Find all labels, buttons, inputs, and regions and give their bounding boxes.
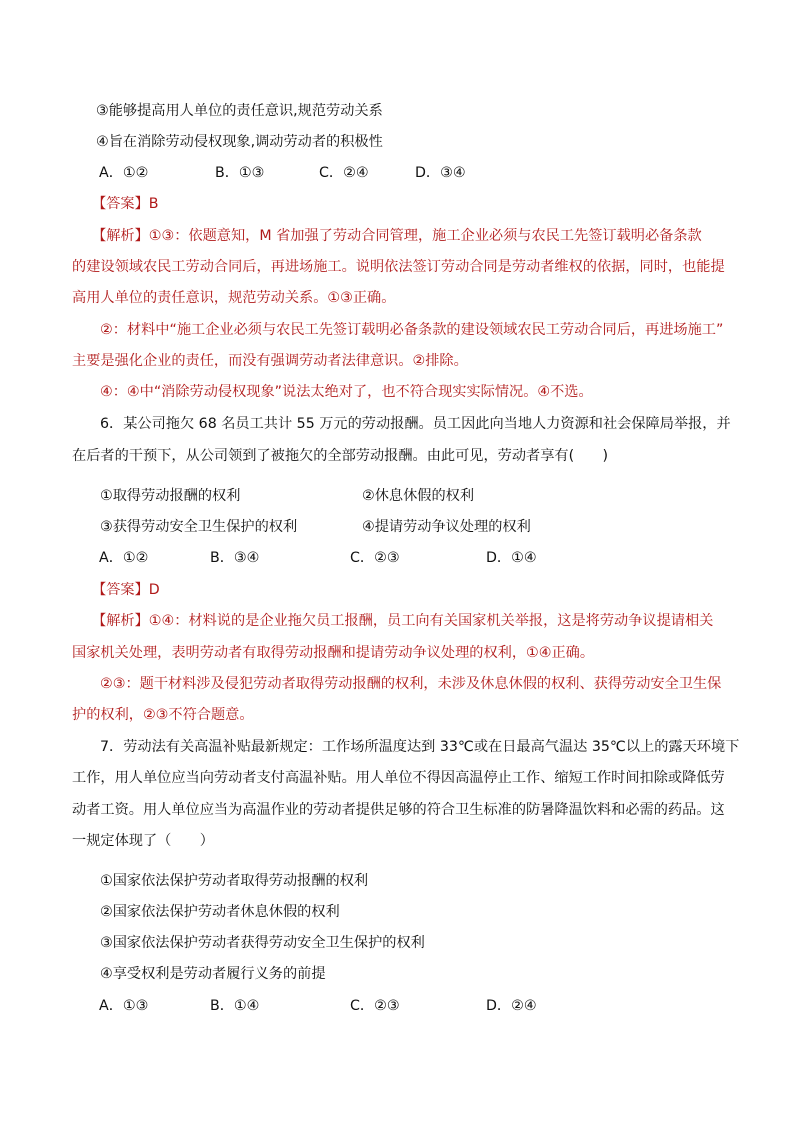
q6-analysis-line-4: 护的权利，②③不符合题意。 — [72, 707, 254, 723]
q5-analysis-line-6: ④：④中“消除劳动侵权现象”说法太绝对了，也不符合现实实际情况。④不选。 — [100, 384, 593, 400]
q7-item-2: ②国家依法保护劳动者休息休假的权利 — [100, 904, 340, 920]
q7-stem-line-1: 7．劳动法有关高温补贴最新规定：工作场所温度达到 33℃或在日最高气温达 35℃以上的露天环境下 — [100, 739, 740, 755]
q6-analysis-line-1: 【解析】①④：材料说的是企业拖欠员工报酬，员工向有关国家机关举报，这是将劳动争议提请相关 — [92, 613, 714, 629]
q7-item-3: ③国家依法保护劳动者获得劳动安全卫生保护的权利 — [100, 935, 425, 951]
q6-option-b: B．③④ — [210, 550, 260, 566]
q6-analysis-line-2: 国家机关处理，表明劳动者有取得劳动报酬和提请劳动争议处理的权利，①④正确。 — [72, 645, 595, 661]
q7-item-1: ①国家依法保护劳动者取得劳动报酬的权利 — [100, 873, 369, 889]
q7-stem-line-3: 动者工资。用人单位应当为高温作业的劳动者提供足够的符合卫生标准的防暑降温饮料和必需的药品。这 — [72, 802, 725, 818]
q6-item-1: ①取得劳动报酬的权利 — [100, 488, 241, 504]
q5-option-b: B．①③ — [215, 165, 265, 181]
q6-item-3: ③获得劳动安全卫生保护的权利 — [100, 519, 298, 535]
q6-answer: 【答案】D — [92, 582, 160, 598]
q6-item-4: ④提请劳动争议处理的权利 — [362, 519, 531, 535]
q6-item-2: ②休息休假的权利 — [362, 488, 475, 504]
q7-item-4: ④享受权利是劳动者履行义务的前提 — [100, 966, 326, 982]
q6-option-d: D．①④ — [486, 550, 537, 566]
q7-option-c: C．②③ — [350, 998, 400, 1014]
q5-analysis-line-2: 的建设领域农民工劳动合同后，再进场施工。说明依法签订劳动合同是劳动者维权的依据，同时，也能提 — [72, 259, 725, 275]
q5-analysis-line-1: 【解析】①③：依题意知，M 省加强了劳动合同管理，施工企业必须与农民工先签订载明必备条款 — [92, 228, 702, 244]
q5-option-c: C．②④ — [319, 165, 369, 181]
q5-item-3: ③能够提高用人单位的责任意识,规范劳动关系 — [96, 103, 383, 119]
q7-option-a: A．①③ — [99, 998, 149, 1014]
q5-answer: 【答案】B — [92, 196, 159, 212]
q5-analysis-line-5: 主要是强化企业的责任，而没有强调劳动者法律意识。②排除。 — [72, 353, 468, 369]
q5-analysis-line-4: ②：材料中“施工企业必须与农民工先签订载明必备条款的建设领域农民工劳动合同后，再进场施工” — [100, 322, 724, 338]
q6-stem-line-2: 在后者的干预下，从公司领到了被拖欠的全部劳动报酬。由此可见，劳动者享有( ) — [72, 448, 609, 464]
q5-option-a: A．①② — [99, 165, 149, 181]
q7-stem-line-4: 一规定体现了（ ） — [72, 833, 214, 849]
q6-option-a: A．①② — [99, 550, 149, 566]
q7-option-b: B．①④ — [210, 998, 260, 1014]
q7-stem-line-2: 工作，用人单位应当向劳动者支付高温补贴。用人单位不得因高温停止工作、缩短工作时间扣除或降低劳 — [72, 770, 725, 786]
q5-analysis-line-3: 高用人单位的责任意识，规范劳动关系。①③正确。 — [72, 290, 396, 306]
q5-item-4: ④旨在消除劳动侵权现象,调动劳动者的积极性 — [96, 134, 383, 150]
q6-option-c: C．②③ — [350, 550, 400, 566]
q6-analysis-line-3: ②③：题干材料涉及侵犯劳动者取得劳动报酬的权利，未涉及休息休假的权利、获得劳动安全卫生保 — [100, 676, 722, 692]
q5-option-d: D．③④ — [415, 165, 466, 181]
q7-option-d: D．②④ — [486, 998, 537, 1014]
q6-stem-line-1: 6．某公司拖欠 68 名员工共计 55 万元的劳动报酬。员工因此向当地人力资源和社会保障局举报，并 — [100, 416, 731, 432]
